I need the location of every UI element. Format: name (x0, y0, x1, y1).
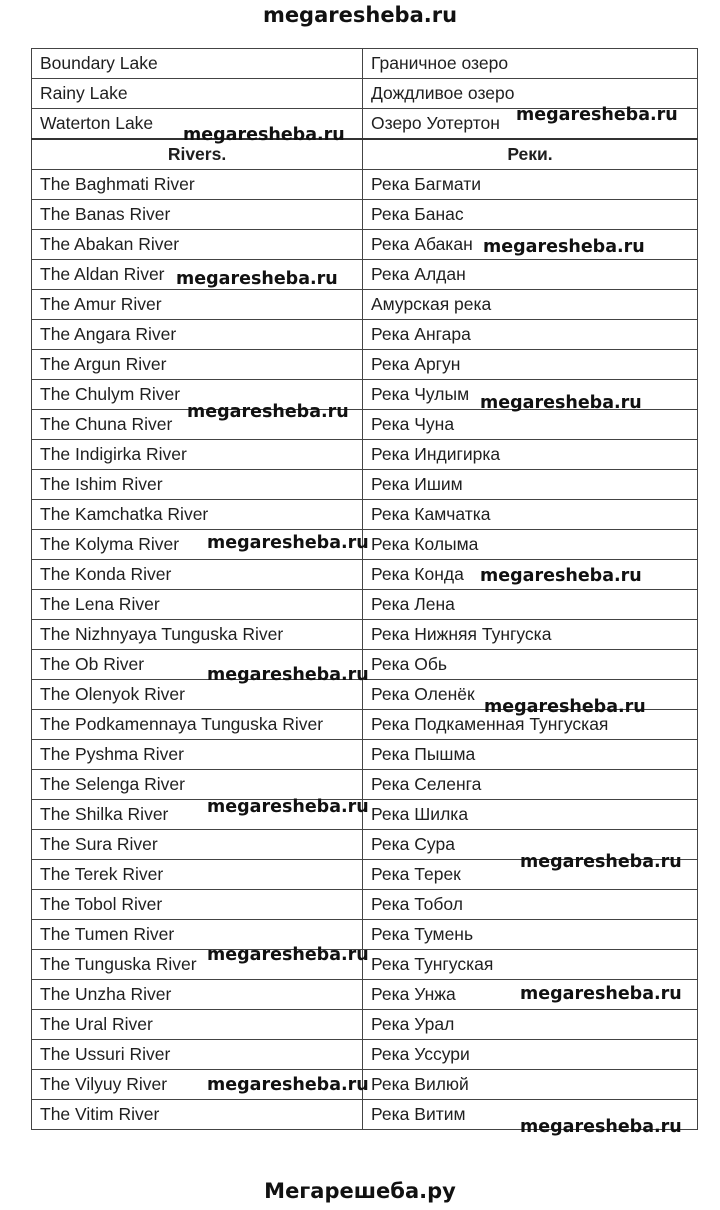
cell-russian-name: Река Аргун (363, 350, 698, 380)
cell-english-name: The Tobol River (32, 890, 363, 920)
table-row (32, 350, 698, 380)
watermark: megaresheba.ru (520, 852, 682, 872)
watermark: megaresheba.ru (207, 533, 369, 553)
table-row (32, 380, 698, 410)
table-row (32, 440, 698, 470)
cell-russian-name: Река Селенга (363, 770, 698, 800)
cell-english-name: The Ural River (32, 1010, 363, 1040)
cell-english-name: The Baghmati River (32, 170, 363, 200)
cell-english-name: The Shilka River (32, 800, 363, 830)
watermark: megaresheba.ru (207, 945, 369, 965)
cell-english-name: The Vilyuy River (32, 1070, 363, 1100)
table-row (32, 680, 698, 710)
table-row (32, 109, 698, 140)
cell-russian-name: Река Нижняя Тунгуска (363, 620, 698, 650)
table-row (32, 1100, 698, 1130)
table-row (32, 79, 698, 109)
table-row (32, 860, 698, 890)
cell-russian-name: Граничное озеро (363, 49, 698, 79)
table-row (32, 770, 698, 800)
table-row (32, 950, 698, 980)
table-row (32, 200, 698, 230)
cell-english-name: The Sura River (32, 830, 363, 860)
cell-english-name: The Unzha River (32, 980, 363, 1010)
cell-english-name: The Tumen River (32, 920, 363, 950)
cell-english-name: The Olenyok River (32, 680, 363, 710)
cell-russian-name: Река Тунгуская (363, 950, 698, 980)
watermark: megaresheba.ru (207, 665, 369, 685)
table-row (32, 1040, 698, 1070)
table-row (32, 500, 698, 530)
cell-english-name: The Banas River (32, 200, 363, 230)
cell-english-name: The Lena River (32, 590, 363, 620)
table-row (32, 560, 698, 590)
table-row (32, 830, 698, 860)
cell-english-name: The Tunguska River (32, 950, 363, 980)
cell-russian-name: Река Багмати (363, 170, 698, 200)
cell-english-name: Boundary Lake (32, 49, 363, 79)
cell-russian-name: Река Сура (363, 830, 698, 860)
cell-russian-name: Река Чулым (363, 380, 698, 410)
watermark: megaresheba.ru (187, 402, 349, 422)
rivers-table (31, 48, 698, 1130)
table-row (32, 170, 698, 200)
cell-russian-name: Река Подкаменная Тунгуская (363, 710, 698, 740)
table-row (32, 530, 698, 560)
table-row (32, 410, 698, 440)
table-row (32, 980, 698, 1010)
cell-russian-name: Река Тобол (363, 890, 698, 920)
cell-russian-name: Река Шилка (363, 800, 698, 830)
cell-russian-name: Река Ишим (363, 470, 698, 500)
cell-english-name: Waterton Lake (32, 109, 363, 140)
cell-english-name: The Indigirka River (32, 440, 363, 470)
cell-russian-name: Дождливое озеро (363, 79, 698, 109)
cell-russian-name: Река Урал (363, 1010, 698, 1040)
watermark: megaresheba.ru (520, 984, 682, 1004)
cell-english-name: The Terek River (32, 860, 363, 890)
cell-russian-name: Река Банас (363, 200, 698, 230)
table-row (32, 290, 698, 320)
cell-english-name: The Chuna River (32, 410, 363, 440)
cell-english-name: The Angara River (32, 320, 363, 350)
watermark: megaresheba.ru (480, 393, 642, 413)
watermark: megaresheba.ru (520, 1117, 682, 1137)
cell-russian-name: Река Тумень (363, 920, 698, 950)
cell-russian-name: Река Вилюй (363, 1070, 698, 1100)
table-row (32, 650, 698, 680)
table-row (32, 320, 698, 350)
table-row (32, 260, 698, 290)
cell-english-name: The Nizhnyaya Tunguska River (32, 620, 363, 650)
watermark: megaresheba.ru (207, 797, 369, 817)
cell-english-name: The Argun River (32, 350, 363, 380)
cell-english-name: The Ussuri River (32, 1040, 363, 1070)
cell-russian-name: Озеро Уотертон (363, 109, 698, 140)
watermark: megaresheba.ru (483, 237, 645, 257)
cell-russian-name: Река Колыма (363, 530, 698, 560)
cell-russian-name: Реки. (363, 139, 698, 170)
table-row (32, 230, 698, 260)
cell-russian-name: Река Индигирка (363, 440, 698, 470)
watermark: megaresheba.ru (207, 1075, 369, 1095)
site-footer: Мегарешеба.ру (264, 1179, 456, 1203)
watermark: megaresheba.ru (176, 269, 338, 289)
table-row (32, 1070, 698, 1100)
cell-russian-name: Река Лена (363, 590, 698, 620)
cell-english-name: The Pyshma River (32, 740, 363, 770)
watermark: megaresheba.ru (516, 105, 678, 125)
cell-english-name: The Aldan River (32, 260, 363, 290)
table-row (32, 590, 698, 620)
cell-english-name: The Konda River (32, 560, 363, 590)
cell-russian-name: Река Унжа (363, 980, 698, 1010)
watermark: megaresheba.ru (484, 697, 646, 717)
section-header-row (32, 139, 698, 170)
cell-english-name: Rivers. (32, 139, 363, 170)
table-row (32, 800, 698, 830)
cell-russian-name: Река Конда (363, 560, 698, 590)
cell-english-name: The Amur River (32, 290, 363, 320)
cell-english-name: Rainy Lake (32, 79, 363, 109)
cell-english-name: The Abakan River (32, 230, 363, 260)
rivers-table-body (32, 49, 698, 1130)
cell-russian-name: Река Алдан (363, 260, 698, 290)
cell-russian-name: Река Оленёк (363, 680, 698, 710)
cell-english-name: The Podkamennaya Tunguska River (32, 710, 363, 740)
cell-english-name: The Ob River (32, 650, 363, 680)
cell-russian-name: Река Абакан (363, 230, 698, 260)
watermark: megaresheba.ru (480, 566, 642, 586)
cell-english-name: The Kamchatka River (32, 500, 363, 530)
cell-russian-name: Река Пышма (363, 740, 698, 770)
table-row (32, 49, 698, 79)
cell-english-name: The Ishim River (32, 470, 363, 500)
table-row (32, 620, 698, 650)
cell-russian-name: Река Ангара (363, 320, 698, 350)
cell-english-name: The Vitim River (32, 1100, 363, 1130)
table-row (32, 920, 698, 950)
table-row (32, 890, 698, 920)
cell-english-name: The Kolyma River (32, 530, 363, 560)
table-row (32, 470, 698, 500)
cell-russian-name: Река Обь (363, 650, 698, 680)
table-row (32, 1010, 698, 1040)
cell-english-name: The Chulym River (32, 380, 363, 410)
cell-russian-name: Река Чуна (363, 410, 698, 440)
cell-english-name: The Selenga River (32, 770, 363, 800)
cell-russian-name: Река Терек (363, 860, 698, 890)
cell-russian-name: Река Уссури (363, 1040, 698, 1070)
cell-russian-name: Река Витим (363, 1100, 698, 1130)
table-row (32, 740, 698, 770)
table-row (32, 710, 698, 740)
watermark: megaresheba.ru (183, 125, 345, 145)
cell-russian-name: Амурская река (363, 290, 698, 320)
site-header: megaresheba.ru (262, 3, 458, 27)
cell-russian-name: Река Камчатка (363, 500, 698, 530)
